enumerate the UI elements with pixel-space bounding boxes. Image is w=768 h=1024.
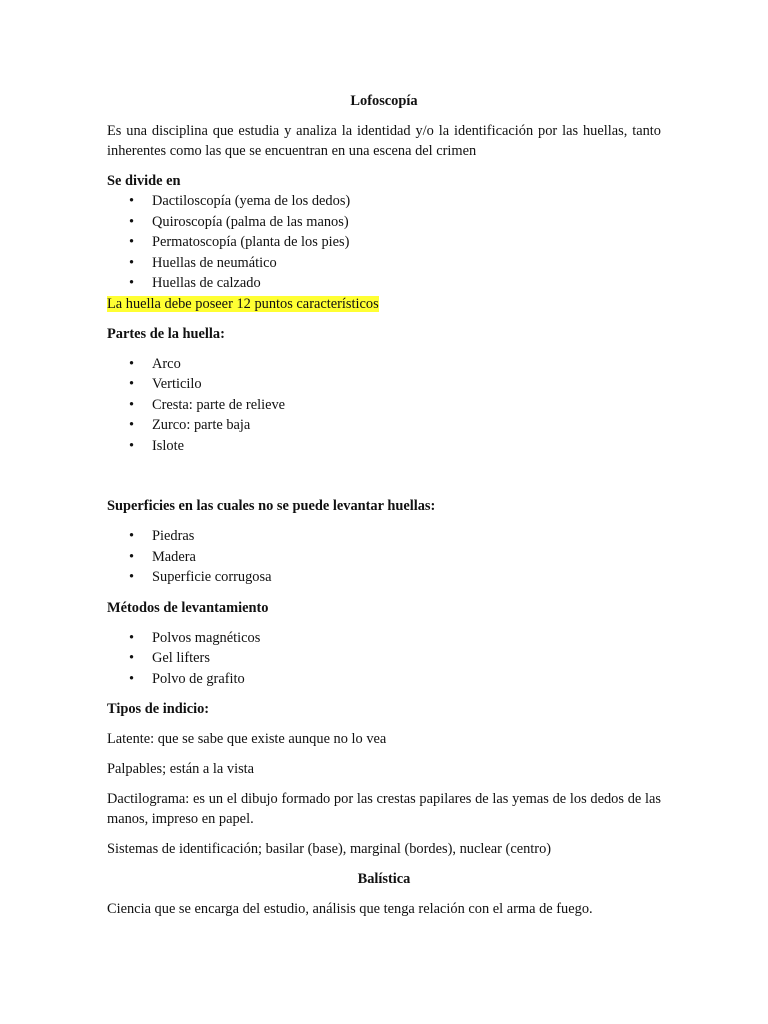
- surfaces-heading: Superficies en las cuales no se puede levantar huellas:: [107, 498, 436, 514]
- surfaces-list: [107, 526, 661, 588]
- list-item: [107, 526, 661, 547]
- parts-list: [107, 354, 661, 457]
- bullet-icon: •: [129, 396, 135, 413]
- divisions-list: [107, 191, 661, 294]
- list-item-text: Superficie corrugosa: [152, 569, 272, 585]
- list-item: [107, 669, 661, 690]
- bullet-icon: •: [129, 355, 135, 372]
- bullet-icon: •: [129, 569, 135, 585]
- list-item-text: Quiroscopía (palma de las manos): [152, 213, 349, 230]
- bullet-icon: •: [129, 417, 135, 433]
- systems-paragraph: Sistemas de identificación; basilar (base), marginal (bordes), nuclear (centro): [107, 841, 552, 857]
- bullet-icon: •: [129, 437, 135, 454]
- list-item: [107, 628, 661, 649]
- bullet-icon: •: [129, 629, 135, 646]
- list-item-text: Huellas de calzado: [152, 275, 261, 291]
- list-item: [107, 567, 661, 588]
- bullet-icon: •: [129, 254, 135, 271]
- list-item: [107, 436, 661, 457]
- bullet-icon: •: [129, 548, 135, 565]
- bullet-icon: •: [129, 234, 135, 250]
- dactylogram-paragraph: Dactilograma: es un el dibujo formado por las crestas papilares de las yemas de los dedos de las manos, impreso en papel.: [107, 791, 661, 827]
- latent-paragraph: Latente: que se sabe que existe aunque no lo vea: [107, 731, 387, 747]
- divisions-heading: Se divide en: [107, 173, 181, 189]
- highlighted-note-text: La huella debe poseer 12 puntos característicos: [107, 295, 379, 312]
- list-item: [107, 415, 661, 436]
- list-item-text: Madera: [152, 548, 196, 565]
- parts-heading: Partes de la huella:: [107, 325, 225, 342]
- bullet-icon: •: [129, 193, 135, 209]
- list-item: [107, 212, 661, 233]
- bullet-icon: •: [129, 670, 135, 687]
- bullet-icon: •: [129, 650, 135, 666]
- list-item-text: Huellas de neumático: [152, 254, 277, 271]
- list-item: [107, 232, 661, 253]
- document-body: [107, 91, 661, 929]
- bullet-icon: •: [129, 213, 135, 230]
- list-item-text: Zurco: parte baja: [152, 417, 251, 433]
- bullet-icon: •: [129, 528, 135, 544]
- list-item: [107, 374, 661, 395]
- list-item-text: Arco: [152, 355, 181, 372]
- list-item-text: Piedras: [152, 528, 195, 544]
- list-item: [107, 547, 661, 568]
- list-item-text: Verticilo: [152, 376, 202, 392]
- list-item: [107, 395, 661, 416]
- list-item-text: Dactiloscopía (yema de los dedos): [152, 193, 351, 209]
- list-item-text: Cresta: parte de relieve: [152, 396, 286, 413]
- palpable-paragraph: Palpables; están a la vista: [107, 761, 255, 777]
- list-item-text: Polvo de grafito: [152, 670, 245, 687]
- highlighted-note: [107, 294, 661, 314]
- list-item: [107, 273, 661, 294]
- list-item-text: Polvos magnéticos: [152, 629, 261, 646]
- bullet-icon: •: [129, 275, 135, 291]
- list-item-text: Islote: [152, 437, 184, 454]
- evidence-heading: Tipos de indicio:: [107, 701, 210, 717]
- intro-paragraph: Es una disciplina que estudia y analiza la identidad y/o la identificación por las huellas, tanto inherentes como las que se encuentran en una escena del crimen: [107, 123, 661, 159]
- bullet-icon: •: [129, 376, 135, 392]
- section-title-balistica: Balística: [357, 871, 411, 887]
- list-item: [107, 253, 661, 274]
- methods-list: [107, 628, 661, 690]
- list-item-text: Gel lifters: [152, 650, 210, 666]
- list-item: [107, 354, 661, 375]
- list-item: [107, 648, 661, 669]
- methods-heading: Métodos de levantamiento: [107, 599, 269, 616]
- list-item: [107, 191, 661, 212]
- ballistics-paragraph: Ciencia que se encarga del estudio, análisis que tenga relación con el arma de fuego.: [107, 901, 593, 917]
- section-title-lofoscopia: Lofoscopía: [350, 93, 418, 109]
- list-item-text: Permatoscopía (planta de los pies): [152, 234, 350, 250]
